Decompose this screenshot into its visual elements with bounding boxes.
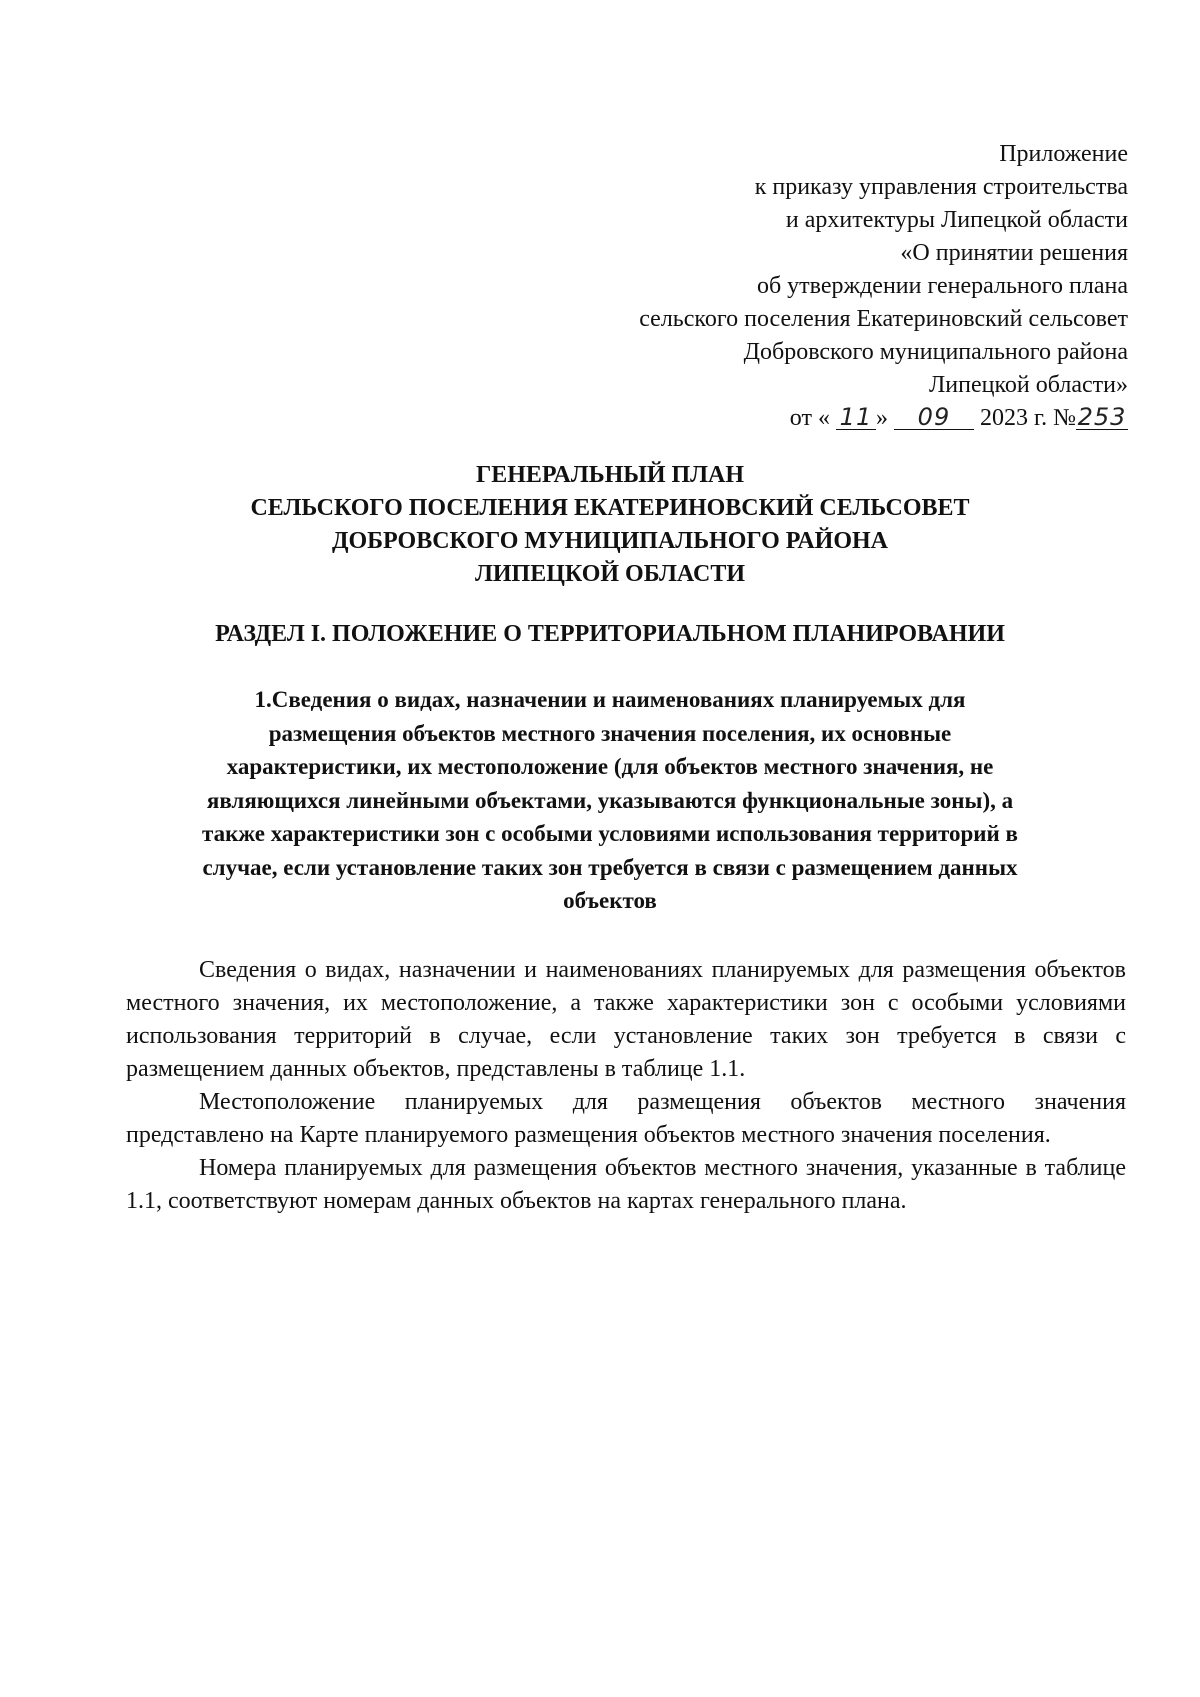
document-title bbox=[110, 459, 1110, 591]
handwritten-day: 11 bbox=[836, 405, 876, 430]
handwritten-month: 09 bbox=[894, 405, 974, 430]
annex-line: Приложение bbox=[999, 141, 1128, 167]
subsection-line: случае, если установление таких зон требуется в связи с размещением данных bbox=[202, 854, 1018, 880]
handwritten-order-number: 253 bbox=[1077, 403, 1127, 431]
date-mid: » bbox=[875, 405, 888, 431]
annex-line: сельского поселения Екатериновский сельсовет bbox=[639, 306, 1128, 332]
annex-line: Липецкой области» bbox=[929, 372, 1128, 398]
annex-line: «О принятии решения bbox=[900, 240, 1128, 266]
annex-header bbox=[228, 138, 1128, 435]
subsection-line: объектов bbox=[563, 888, 657, 913]
body-paragraph: Номера планируемых для размещения объектов местного значения, указанные в таблице 1.1, соответствуют номерам данных объектов на картах генерального плана. bbox=[126, 1155, 1126, 1214]
title-line: СЕЛЬСКОГО ПОСЕЛЕНИЯ ЕКАТЕРИНОВСКИЙ СЕЛЬСОВЕТ bbox=[250, 495, 970, 521]
date-year: 2023 г. № bbox=[979, 405, 1076, 431]
date-prefix: от « bbox=[789, 405, 830, 431]
body-paragraph: Местоположение планируемых для размещения объектов местного значения представлено на Карте планируемого размещения объектов местного значения поселения. bbox=[126, 1089, 1126, 1148]
annex-line: об утверждении генерального плана bbox=[756, 273, 1128, 299]
title-line: ДОБРОВСКОГО МУНИЦИПАЛЬНОГО РАЙОНА bbox=[331, 528, 888, 554]
body-text bbox=[126, 954, 1126, 1218]
title-line: ГЕНЕРАЛЬНЫЙ ПЛАН bbox=[475, 462, 745, 488]
subsection-line: 1.Сведения о видах, назначении и наименованиях планируемых для bbox=[254, 687, 966, 712]
annex-line: Добровского муниципального района bbox=[743, 339, 1128, 365]
subsection-line: также характеристики зон с особыми условиями использования территорий в bbox=[202, 821, 1018, 846]
body-paragraph: Сведения о видах, назначении и наименованиях планируемых для размещения объектов местного значения, их местоположение, а также характеристики зон с особыми условиями использования территорий в случае, если установление таких зон требуется в связи с размещением данных объектов, представлены в таблице 1.1. bbox=[126, 957, 1126, 1082]
subsection-line: характеристики, их местоположение (для объектов местного значения, не bbox=[226, 754, 994, 779]
title-line: ЛИПЕЦКОЙ ОБЛАСТИ bbox=[475, 561, 745, 587]
order-date-line bbox=[228, 402, 1128, 435]
annex-line: к приказу управления строительства bbox=[754, 174, 1128, 200]
subsection-heading bbox=[110, 683, 1110, 918]
subsection-line: являющихся линейными объектами, указываются функциональные зоны), а bbox=[206, 787, 1014, 813]
annex-line: и архитектуры Липецкой области bbox=[785, 207, 1128, 233]
section-heading: РАЗДЕЛ I. ПОЛОЖЕНИЕ О ТЕРРИТОРИАЛЬНОМ ПЛАНИРОВАНИИ bbox=[215, 621, 1005, 647]
subsection-line: размещения объектов местного значения поселения, их основные bbox=[268, 720, 952, 746]
